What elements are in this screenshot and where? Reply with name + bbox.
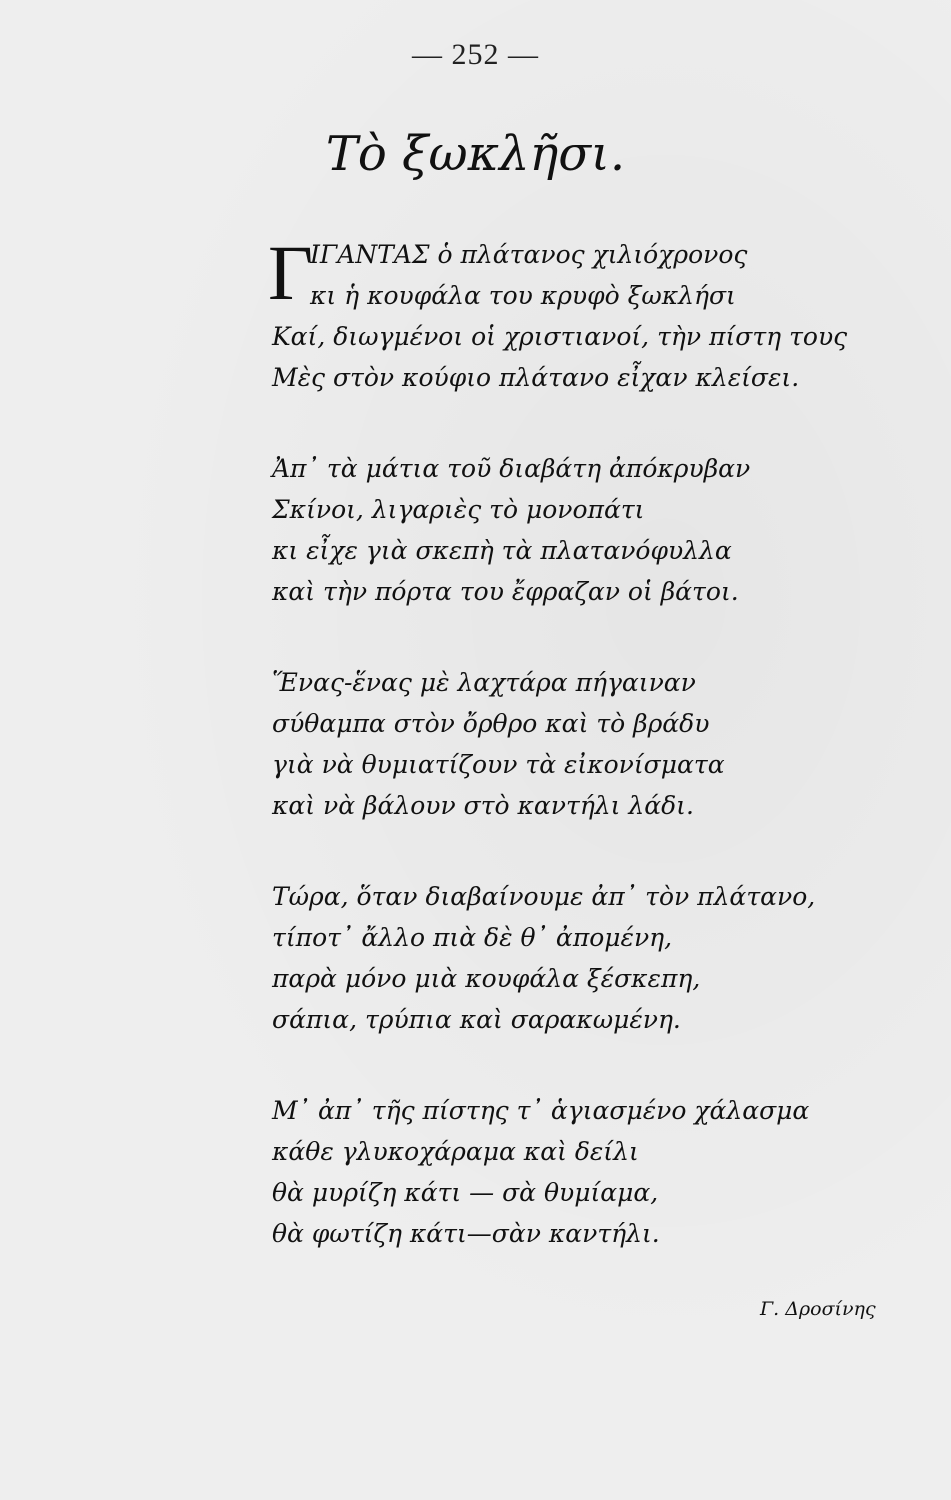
author-signature: Γ. Δροσίνης — [760, 1298, 876, 1320]
poem-line: καὶ νὰ βάλουν στὸ καντήλι λάδι. — [272, 791, 694, 820]
poem-line: θὰ φωτίζη κάτι—σὰν καντήλι. — [272, 1219, 660, 1248]
poem-line: σάπια, τρύπια καὶ σαρακωμένη. — [272, 1005, 681, 1034]
poem-line: κι ἡ κουφάλα του κρυφὸ ξωκλήσι — [310, 281, 736, 310]
poem-line: ΙΓΑΝΤΑΣ ὁ πλάτανος χιλιόχρονος — [310, 240, 748, 269]
poem-line: Ἕνας-ἕνας μὲ λαχτάρα πήγαιναν — [272, 668, 696, 697]
poem-line: θὰ μυρίζη κάτι — σὰ θυμίαμα, — [272, 1178, 659, 1207]
poem-title: Τὸ ξωκλῆσι. — [325, 126, 626, 182]
stanza-3 — [272, 662, 912, 826]
poem-line: παρὰ μόνο μιὰ κουφάλα ξέσκεπη, — [272, 964, 701, 993]
poem-line: γιὰ νὰ θυμιατίζουν τὰ εἰκονίσματα — [272, 750, 725, 779]
poem-line: Ἀπ᾿ τὰ μάτια τοῦ διαβάτη ἀπόκρυβαν — [272, 454, 751, 483]
poem-line: τίποτ᾿ ἄλλο πιὰ δὲ θ᾿ ἀπομένη, — [272, 923, 673, 952]
stanza-2 — [272, 448, 912, 612]
drop-cap: Γ — [268, 229, 314, 316]
poem-line: καὶ τὴν πόρτα του ἔφραζαν οἱ βάτοι. — [272, 577, 739, 606]
poem-line: Μ᾿ ἀπ᾿ τῆς πίστης τ᾿ ἁγιασμένο χάλασμα — [272, 1096, 810, 1125]
poem-line: κι εἶχε γιὰ σκεπὴ τὰ πλατανόφυλλα — [272, 536, 732, 565]
poem-body — [268, 229, 912, 1304]
stanza-5 — [272, 1090, 912, 1254]
poem-line: σύθαμπα στὸν ὄρθρο καὶ τὸ βράδυ — [272, 709, 710, 738]
poem-line: Καί, διωγμένοι οἱ χριστιανοί, τὴν πίστη τους — [272, 322, 848, 351]
stanza-4 — [272, 876, 912, 1040]
stanza-1 — [268, 229, 912, 398]
poem-line: Σκίνοι, λιγαριὲς τὸ μονοπάτι — [272, 495, 645, 524]
poem-line: κάθε γλυκοχάραμα καὶ δείλι — [272, 1137, 639, 1166]
poem-line: Τώρα, ὅταν διαβαίνουμε ἀπ᾿ τὸν πλάτανο, — [272, 882, 816, 911]
poem-line: Μὲς στὸν κούφιο πλάτανο εἶχαν κλείσει. — [272, 363, 800, 392]
page-number: — 252 — — [412, 38, 539, 71]
